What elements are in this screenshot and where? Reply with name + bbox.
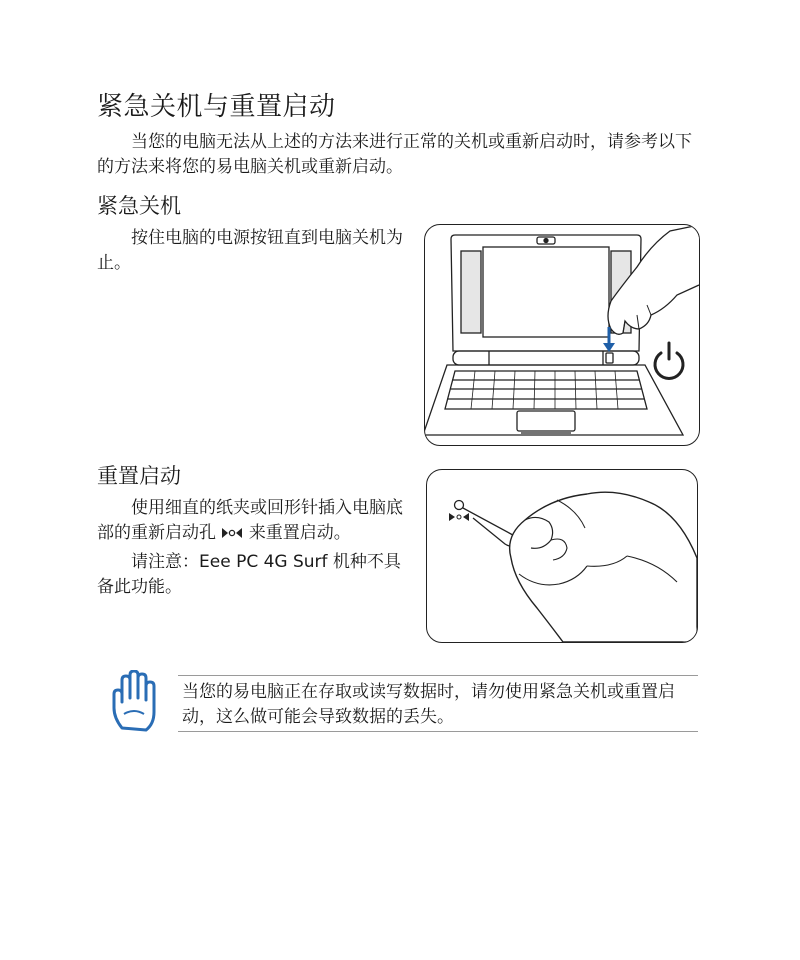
page-title: 紧急关机与重置启动 [97, 92, 336, 122]
paperclip-reset-illustration [426, 469, 698, 643]
section-heading-reset: 重置启动 [97, 464, 181, 488]
hand-warning-icon [110, 670, 160, 734]
reset-text-part2: 来重置启动。 [248, 523, 351, 543]
reset-instructions [97, 496, 407, 546]
paperclip-drawing [427, 470, 697, 642]
reset-hole-icon [221, 527, 243, 539]
section-heading-shutdown: 紧急关机 [97, 194, 181, 218]
note-divider-bottom [178, 731, 698, 732]
laptop-drawing [425, 225, 699, 445]
warning-text: 当您的易电脑正在存取或读写数据时，请勿使用紧急关机或重置启动，这么做可能会导致数据的丢失。 [182, 682, 675, 727]
note-divider-top [178, 675, 698, 676]
power-icon [655, 343, 683, 378]
reset-model-note: 请注意：Eee PC 4G Surf 机种不具备此功能。 [97, 552, 401, 597]
reset-hole-marker-icon [449, 513, 469, 521]
intro-paragraph: 当您的电脑无法从上述的方法来进行正常的关机或重新启动时，请参考以下的方法来将您的易电脑关机或重新启动。 [97, 132, 692, 177]
reset-text-part1: 使用细直的纸夹或回形针插入电脑底部的重新启动孔 [97, 498, 403, 543]
shutdown-instructions: 按住电脑的电源按钮直到电脑关机为止。 [97, 228, 403, 273]
laptop-power-illustration [424, 224, 700, 446]
